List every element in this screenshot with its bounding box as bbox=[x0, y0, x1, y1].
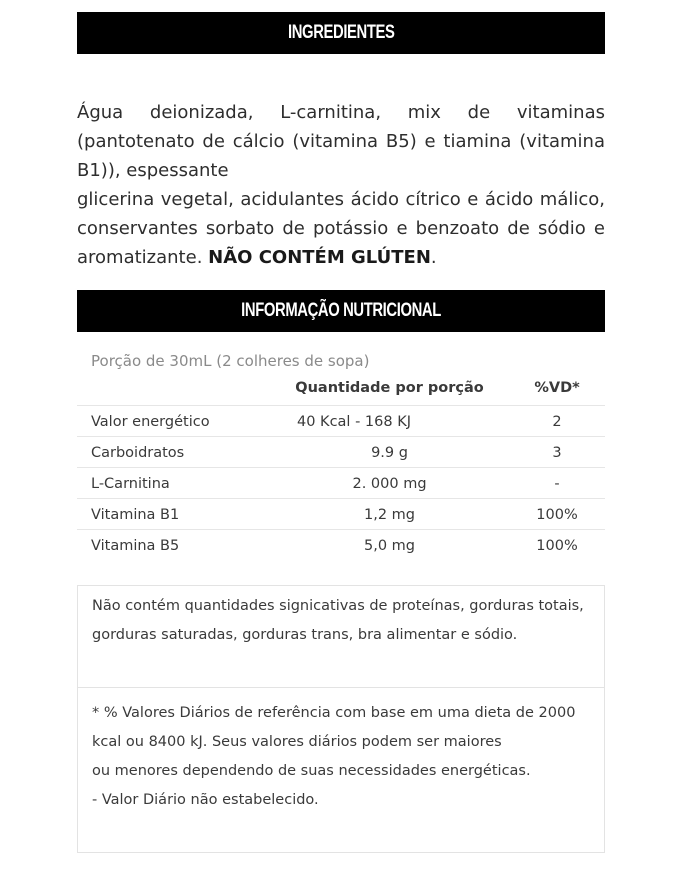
ingredients-line-2-text: glicerina vegetal, acidulantes ácido cítrico e ácido málico, conservantes sorbato de potássio e benzoato de sódio e aromatizante. bbox=[77, 189, 605, 268]
nutrition-notes bbox=[77, 585, 605, 853]
note-2-line-3: - Valor Diário não estabelecido. bbox=[92, 792, 319, 808]
gluten-period: . bbox=[430, 247, 437, 268]
nutrient-name: Valor energético bbox=[91, 413, 210, 430]
nutrient-quantity: 5,0 mg bbox=[364, 537, 415, 554]
nutrient-vd: 3 bbox=[552, 444, 562, 461]
note-1-text: Não contém quantidades signicativas de proteínas, gorduras totais, gorduras saturadas, gorduras trans, bra alimentar e sódio. bbox=[92, 598, 584, 643]
ingredients-line-1: Água deionizada, L-carnitina, mix de vitaminas (pantotenato de cálcio (vitamina B5) e tiamina (vitamina B1)), espessante bbox=[77, 102, 605, 181]
nutrition-header bbox=[77, 290, 605, 332]
nutrient-quantity: 1,2 mg bbox=[364, 506, 415, 523]
nutrient-name: L-Carnitina bbox=[91, 475, 170, 492]
table-row bbox=[77, 498, 605, 530]
nutrient-name: Vitamina B1 bbox=[91, 506, 180, 523]
column-header-vd: %VD* bbox=[534, 380, 580, 396]
table-row bbox=[77, 436, 605, 468]
nutrient-vd: 100% bbox=[536, 537, 578, 554]
note-2-line-1: * % Valores Diários de referência com base em uma dieta de 2000 kcal ou 8400 kJ. Seus valores diários podem ser maiores bbox=[92, 705, 576, 750]
nutrient-quantity: 2. 000 mg bbox=[352, 475, 427, 492]
nutrient-name: Carboidratos bbox=[91, 444, 185, 461]
table-row bbox=[77, 405, 605, 437]
note-not-significant bbox=[92, 592, 597, 650]
note-2-line-2: ou menores dependendo de suas necessidades energéticas. bbox=[92, 763, 531, 779]
nutrient-quantity: 9.9 g bbox=[371, 444, 408, 461]
nutrient-quantity: 40 Kcal - 168 KJ bbox=[297, 413, 411, 430]
nutrient-vd: - bbox=[554, 475, 560, 492]
ingredients-text bbox=[77, 98, 605, 272]
nutrition-title: INFORMAÇÃO NUTRICIONAL bbox=[241, 300, 441, 321]
nutrient-vd: 2 bbox=[552, 413, 562, 430]
column-header-quantity: Quantidade por porção bbox=[295, 380, 484, 396]
table-header bbox=[77, 380, 605, 406]
ingredients-title: INGREDIENTES bbox=[287, 22, 395, 43]
table-row bbox=[77, 467, 605, 499]
gluten-warning: NÃO CONTÉM GLÚTEN bbox=[208, 247, 431, 268]
nutrient-vd: 100% bbox=[536, 506, 578, 523]
note-daily-values bbox=[92, 699, 597, 815]
table-row bbox=[77, 529, 605, 561]
notes-divider bbox=[78, 687, 604, 688]
ingredients-line-2 bbox=[77, 185, 605, 272]
portion-size: Porção de 30mL (2 colheres de sopa) bbox=[91, 352, 370, 370]
nutrient-name: Vitamina B5 bbox=[91, 537, 180, 554]
ingredients-header bbox=[77, 12, 605, 54]
